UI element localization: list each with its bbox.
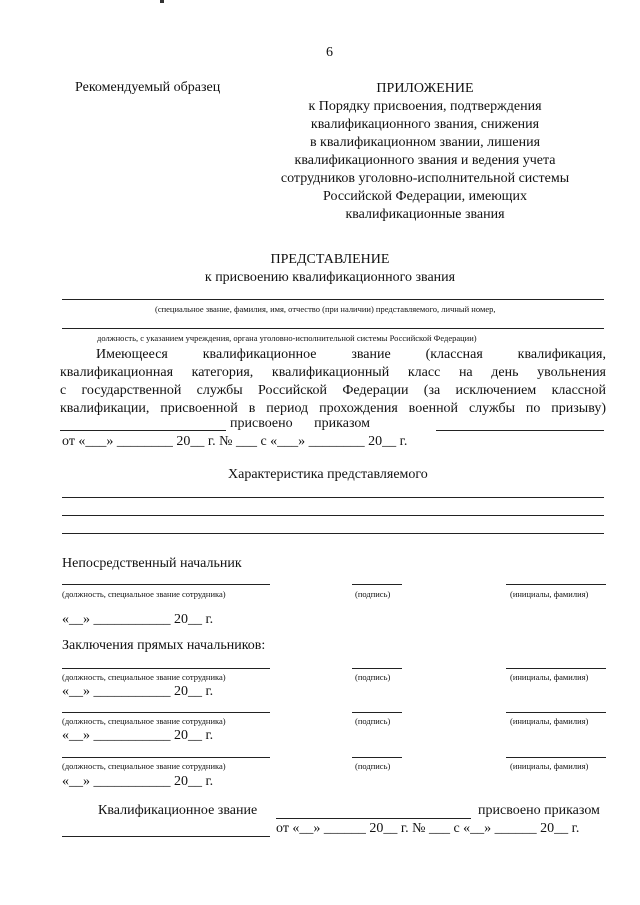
characteristic-title: Характеристика представляемого [228,467,428,482]
position-line[interactable] [62,757,270,758]
appendix-line: в квалификационном звании, лишения [309,135,541,150]
characteristic-line[interactable] [62,497,604,498]
caption-name: (специальное звание, фамилия, имя, отчество (при наличии) представляемого, личный номер, [155,304,496,314]
recommended-sample-label: Рекомендуемый образец [75,80,221,95]
appendix-line: квалификационного звания, снижения [310,117,540,132]
position-line[interactable] [62,584,270,585]
caption-position: должность, с указанием учреждения, органа уголовно-исполнительной системы Российской Федерации) [97,333,477,343]
position-caption: (должность, специальное звание сотрудника) [62,761,226,771]
signature-line[interactable] [352,668,402,669]
final-date[interactable]: от «__» ______ 20__ г. № ___ с «__» ______ 20__ г. [276,821,580,836]
initials-caption: (инициалы, фамилия) [510,761,589,771]
appendix-line: квалификационного звания и ведения учета [294,153,556,168]
initials-caption: (инициалы, фамилия) [510,672,589,682]
appendix-line: к Порядку присвоения, подтверждения [308,99,542,114]
fill-line-rank[interactable] [60,430,226,431]
appendix-line: Российской Федерации, имеющих [323,189,527,204]
appendix-line: квалификационные звания [345,207,505,222]
characteristic-line[interactable] [62,515,604,516]
fill-line-position[interactable] [62,328,604,329]
position-line[interactable] [62,668,270,669]
appendix-block [280,80,570,224]
para-line: Имеющееся квалификационное звание (классная квалификация, [96,347,606,362]
signature-caption: (подпись) [355,716,391,726]
signature-line[interactable] [352,757,402,758]
conclusion-date[interactable]: «__» ___________ 20__ г. [62,728,214,743]
final-label: Квалификационное звание [98,803,258,818]
form-title: ПРЕДСТАВЛЕНИЕ [270,252,390,267]
initials-caption: (инициалы, фамилия) [510,716,589,726]
fill-line-order[interactable] [436,430,604,431]
position-caption: (должность, специальное звание сотрудника) [62,716,226,726]
final-rank-line[interactable] [276,818,471,819]
assigned-label: присвоено приказом [230,416,370,431]
signature-caption: (подпись) [355,761,391,771]
para-line: квалификации, присвоенной в период прохождения военной службы по призыву) [60,401,606,416]
fill-line-name[interactable] [62,299,604,300]
characteristic-line[interactable] [62,533,604,534]
final-order-line[interactable] [62,836,270,837]
initials-line[interactable] [506,668,606,669]
para-line: квалификационная категория, квалификационный класс на день увольнения [60,365,606,380]
direct-supervisor-label: Непосредственный начальник [62,556,242,571]
paragraph [60,346,606,418]
para-line: с государственной службы Российской Федерации (за исключением классной [60,383,606,398]
signature-line[interactable] [352,712,402,713]
appendix-line: сотрудников уголовно-исполнительной системы [280,171,570,186]
conclusion-date[interactable]: «__» ___________ 20__ г. [62,684,214,699]
initials-line[interactable] [506,757,606,758]
position-line[interactable] [62,712,270,713]
appendix-title: ПРИЛОЖЕНИЕ [376,81,474,96]
signature-caption: (подпись) [355,672,391,682]
page-number: 6 [326,45,333,60]
scan-mark [160,0,164,3]
initials-line[interactable] [506,712,606,713]
supervisor-date[interactable]: «__» ___________ 20__ г. [62,612,214,627]
date-line[interactable]: от «___» ________ 20__ г. № ___ с «___» ________ 20__ г. [62,434,408,449]
initials-line[interactable] [506,584,606,585]
form-subtitle: к присвоению квалификационного звания [204,270,456,285]
initials-caption: (инициалы, фамилия) [510,589,589,599]
conclusion-date[interactable]: «__» ___________ 20__ г. [62,774,214,789]
conclusions-title: Заключения прямых начальников: [62,638,266,653]
final-assigned: присвоено приказом [478,803,600,818]
position-caption: (должность, специальное звание сотрудника) [62,589,226,599]
signature-caption: (подпись) [355,589,391,599]
position-caption: (должность, специальное звание сотрудника) [62,672,226,682]
signature-line[interactable] [352,584,402,585]
